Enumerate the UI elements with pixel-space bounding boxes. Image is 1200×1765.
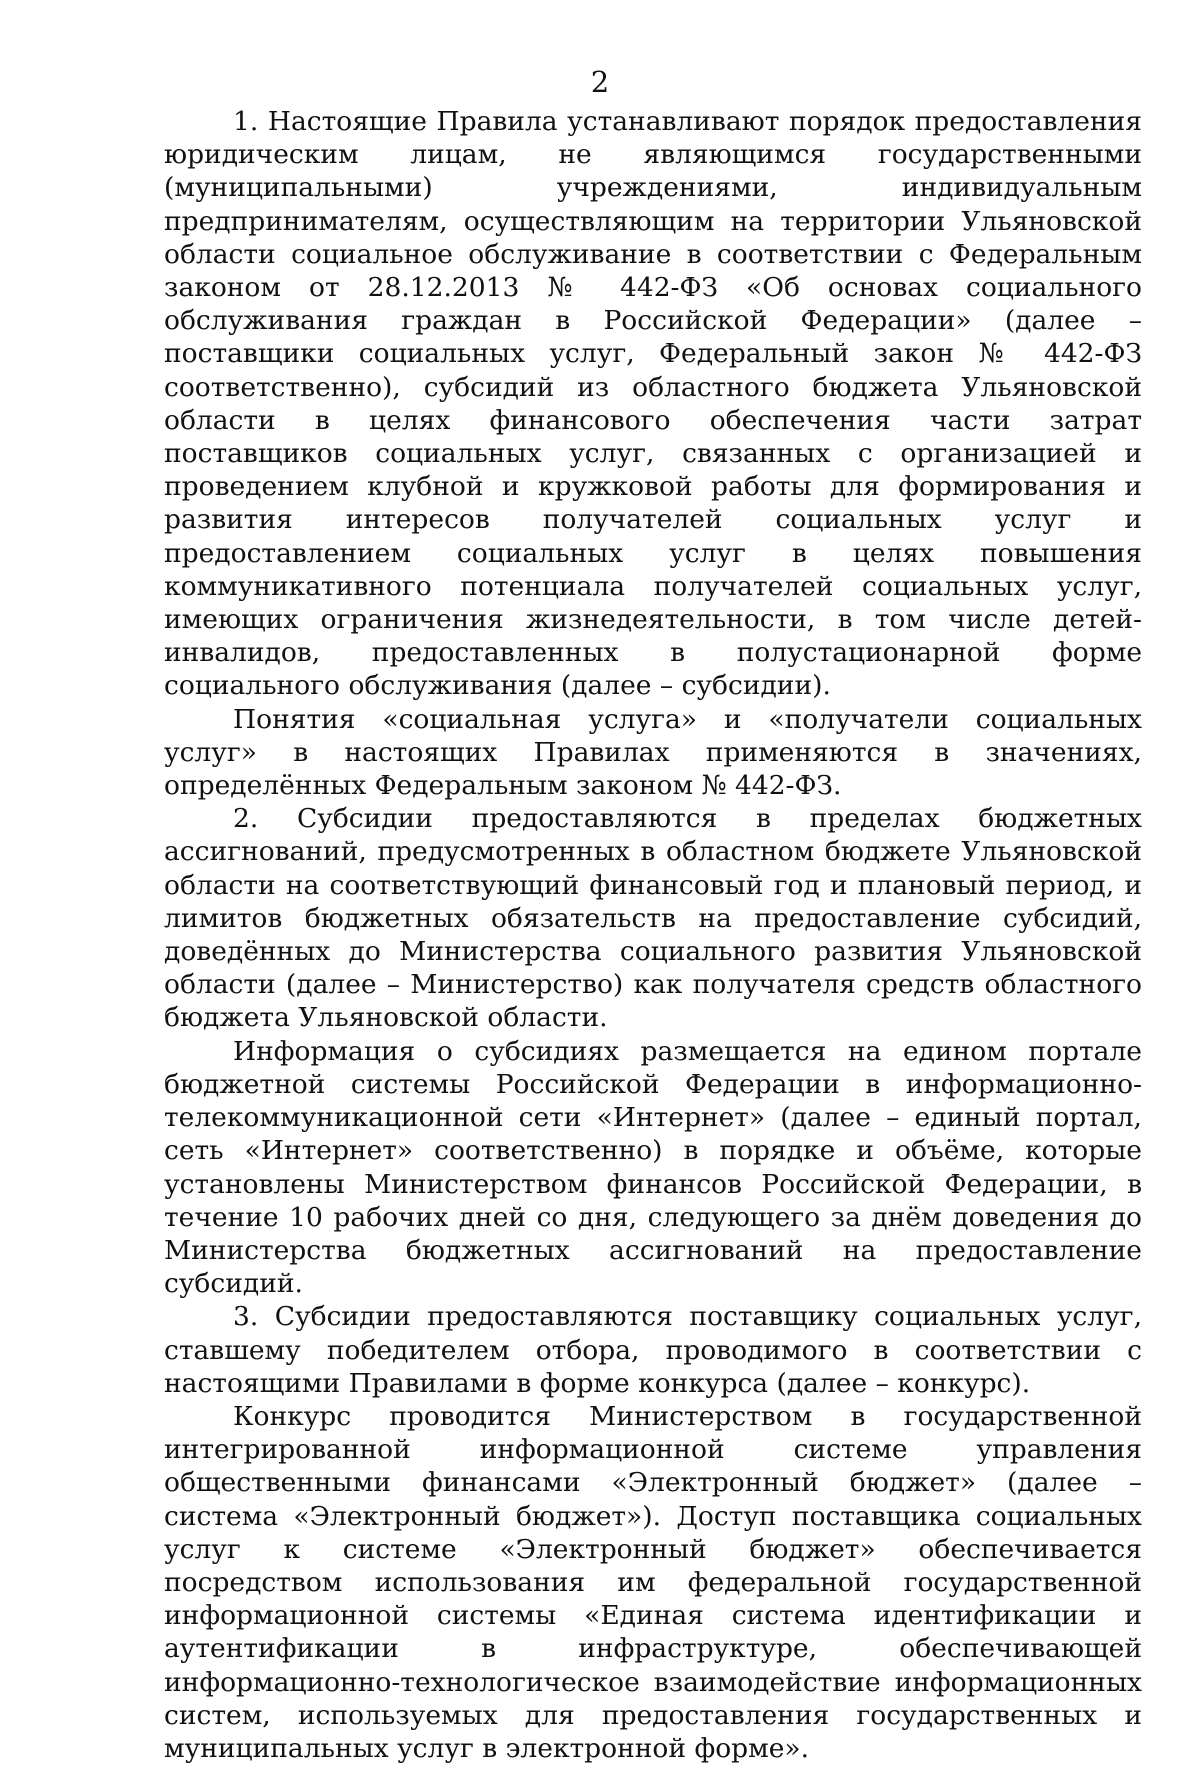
paragraph-definitions: Понятия «социальная услуга» и «получатели социальных услуг» в настоящих Правилах применяются в значениях, определённых Федеральным законом № 442-ФЗ. [164,703,1142,802]
paragraph-3-competition: 3. Субсидии предоставляются поставщику социальных услуг, ставшему победителем отбора, проводимого в соответствии с настоящими Правилами в форме конкурса (далее – конкурс). [164,1301,1142,1399]
paragraph-portal-information: Информация о субсидиях размещается на едином портале бюджетной системы Российской Федерации в информационно-телекоммуникационной сети «Интернет» (далее – единый портал, сеть «Интернет» соответственно) в порядке и объёме, которые установлены Министерством финансов Российской Федерации, в течение 10 рабочих дней со дня, следующего за днём доведения до Министерства бюджетных ассигнований на предоставление субсидий. [164,1035,1142,1300]
paragraph-2-budget-limits: 2. Субсидии предоставляются в пределах бюджетных ассигнований, предусмотренных в областном бюджете Ульяновской области на соответствующий финансовый год и плановый период, и лимитов бюджетных обязательств на предоставление субсидий, доведённых до Министерства социального развития Ульяновской области (далее – Министерство) как получателя средств областного бюджета Ульяновской области. [164,803,1142,1034]
paragraph-electronic-budget: Конкурс проводится Министерством в государственной интегрированной информационной системе управления общественными финансами «Электронный бюджет» (далее – система «Электронный бюджет»). Доступ поставщика социальных услуг к системе «Электронный бюджет» обеспечивается посредством использования им федеральной государственной информационной системы «Единая система идентификации и аутентификации в инфраструктуре, обеспечивающей информационно-технологическое взаимодействие информационных систем, используемых для предоставления государственных и муниципальных услуг в электронной форме». [164,1400,1142,1764]
paragraph-1-subject: 1. Настоящие Правила устанавливают порядок предоставления юридическим лицам, не являющимся государственными (муниципальными) учреждениями, индивидуальным предпринимателям, осуществляющим на территории Ульяновской области социальное обслуживание в соответствии с Федеральным законом от 28.12.2013 № 442-ФЗ «Об основах социального обслуживания граждан в Российской Федерации» (далее – поставщики социальных услуг, Федеральный закон № 442-ФЗ соответственно), субсидий из областного бюджета Ульяновской области в целях финансового обеспечения части затрат поставщиков социальных услуг, связанных с организацией и проведением клубной и кружковой работы для формирования и развития интересов получателей социальных услуг и предоставлением социальных услуг в целях повышения коммуникативного потенциала получателей социальных услуг, имеющих ограничения жизнедеятельности, в том числе детей-инвалидов, предоставленных в полустационарной форме социального обслуживания (далее – субсидии). [164,106,1142,702]
page-number: 2 [590,65,610,99]
document-body [164,105,1142,1765]
